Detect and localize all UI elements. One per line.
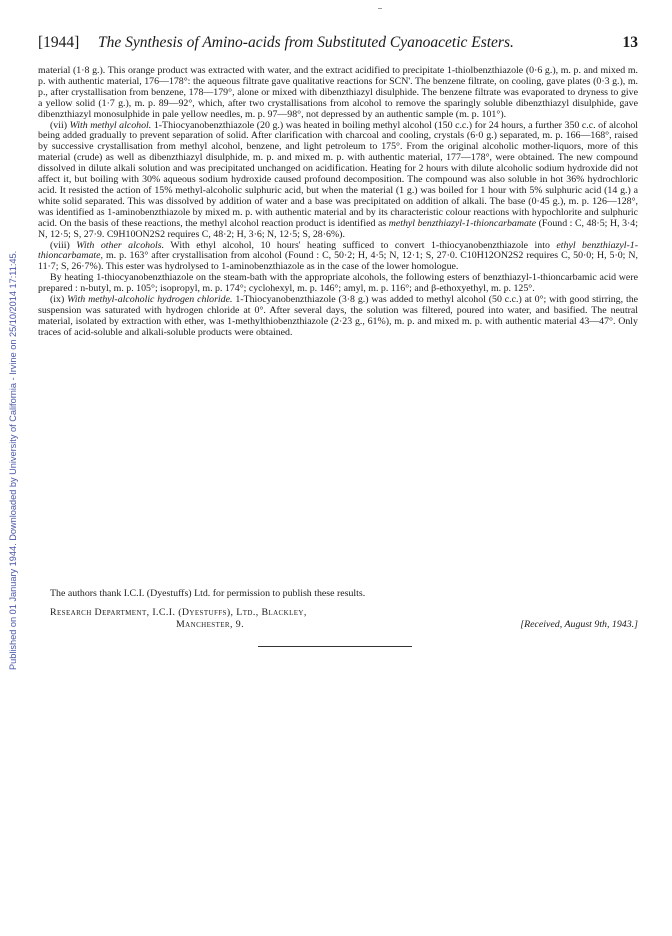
- section-label-viii: (viii): [50, 239, 70, 251]
- compound-name-ethyl: ethyl benzthiazyl-1-thioncarbamate,: [38, 239, 638, 262]
- end-rule: [258, 646, 412, 647]
- section-heading-vii: With methyl alcohol.: [69, 119, 152, 131]
- analysis-methyl: (Found : C, 48·5; H, 3·4; N, 12·5; S, 27·9. C9H10ON2S2 requires C, 48·2; H, 3·6; N, 12·5; S, 28·6%).: [38, 217, 638, 240]
- author-address: [50, 607, 307, 630]
- section-text-viii: With ethyl alcohol, 10 hours' heating sufficed to convert 1-thiocyanobenzthiazole into: [170, 239, 550, 251]
- header-year: [1944]: [38, 34, 80, 51]
- section-text-vii: 1-Thiocyanobenzthiazole (20 g.) was heated in boiling methyl alcohol (150 c.c.) for 24 hours, a further 350 c.c. of alcohol being added gradually to prevent separation of solid. After clarification with charcoal and cooling, crystals (6·0 g.) separated, m. p. 166—168°, raised by successive crystallisation from methyl alcohol, benzene, and light petroleum to 175°. From the original alcoholic mother-liquors, more of this material (crude) as well as dibenzthiazyl disulphide, m. p. and mixed m. p. with authentic material, 177—178°, were obtained. The new compound dissolved in dilute alkali solution and was precipitated unchanged on acidification. Heating for 2 hours with dilute alcoholic sodium hydroxide did not affect it, but boiling with 30% aqueous sodium hydroxide caused profound decomposition. The compound was also soluble in hot 36% hydrochloric acid. It resisted the action of 15% methyl-alcoholic sulphuric acid, but when the material (1 g.) was boiled for 1 hour with 5% sulphuric acid (14 g.) a white solid separated. This was dissolved by addition of water and a base was precipitated on addition of alkali. The base (0·45 g.), m. p. 126—128°, was identified as 1-aminobenzthiazole by mixed m. p. with authentic material and by its characteristic colour reactions with hypochlorite and sulphuric acid. On the basis of these reactions, the methyl alcohol reaction product is identified as: [38, 119, 639, 229]
- page-number: 13: [622, 34, 638, 51]
- paragraph-1: material (1·8 g.). This orange product was extracted with water, and the extract acidified to precipitate 1-thiolbenzthiazole (0·6 g.), m. p. and mixed m. p. with authentic material, 176—178°: the aqueous filtrate gave qualitative reactions for SCN'. The benzene filtrate, on cooling, gave plates (0·3 g.), m. p., after crystallisation from benzene, 178—179°, alone or mixed with dibenzthiazyl disulphide. The benzene filtrate was evaporated to dryness to give a yellow solid (1·7 g.), m. p. 89—92°, which, after two crystallisations from alcohol to remove the sparingly soluble dibenzthiazyl disulphide, gave dibenzthiazyl monosulphide in pale yellow needles, m. p. 97—98°, not depressed by an authentic sample (m. p. 101°).: [38, 65, 638, 120]
- acknowledgement: [38, 588, 638, 599]
- top-mark: [378, 8, 382, 9]
- address-line-2: Manchester, 9.: [176, 618, 244, 630]
- received-date: [Received, August 9th, 1943.]: [520, 619, 638, 630]
- running-header: [38, 34, 638, 56]
- section-heading-viii: With other alcohols.: [76, 239, 165, 251]
- section-text-ix: 1-Thiocyanobenzthiazole (3·8 g.) was added to methyl alcohol (50 c.c.) at 0°; with good stirring, the suspension was saturated with hydrogen chloride at 0°. After several days, the solution was filtered, poured into water, and basified. The neutral material, isolated by extraction with ether, was 1-methylthiobenzthiazole (2·23 g., 61%), m. p. and mixed m. p. with authentic material 43—47°. Only traces of acid-soluble and alkali-soluble products were obtained.: [38, 294, 639, 338]
- paragraph-esters: By heating 1-thiocyanobenzthiazole on the steam-bath with the appropriate alcohols, the following esters of benzthiazyl-1-thioncarbamic acid were prepared : n-butyl, m. p. 105°; isopropyl, m. p. 174°; cyclohexyl, m. p. 146°; amyl, m. p. 116°; and β-ethoxyethyl, m. p. 125°.: [38, 272, 638, 295]
- address-line-1: Research Department, I.C.I. (Dyestuffs), Ltd., Blackley,: [50, 607, 307, 618]
- acknowledgement-text: The authors thank I.C.I. (Dyestuffs) Ltd. for permission to publish these results.: [50, 588, 366, 599]
- section-label-ix: (ix): [50, 294, 65, 306]
- header-title: The Synthesis of Amino-acids from Substituted Cyanoacetic Esters.: [98, 34, 514, 51]
- article-body: [38, 66, 638, 339]
- paragraph-ix: [38, 295, 638, 339]
- download-watermark: Published on 01 January 1944. Downloaded by University of California - Irvine on 25/10/2014 17:11:45.: [8, 250, 18, 670]
- section-rest-viii: m. p. 163° after crystallisation from alcohol (Found : C, 50·2; H, 4·5; N, 12·1; S, 27·0. C10H12ON2S2 requires C, 50·0; H, 5·0; N, 11·7; S, 26·7%). This ester was hydrolysed to 1-aminobenzthiazole as in the case of the lower homologue.: [38, 250, 638, 273]
- compound-name-methyl: methyl benzthiazyl-1-thioncarbamate: [388, 217, 537, 229]
- section-heading-ix: With methyl-alcoholic hydrogen chloride.: [67, 294, 233, 306]
- paragraph-vii: [38, 121, 638, 241]
- section-label-vii: (vii): [50, 119, 68, 131]
- paragraph-viii: [38, 241, 638, 274]
